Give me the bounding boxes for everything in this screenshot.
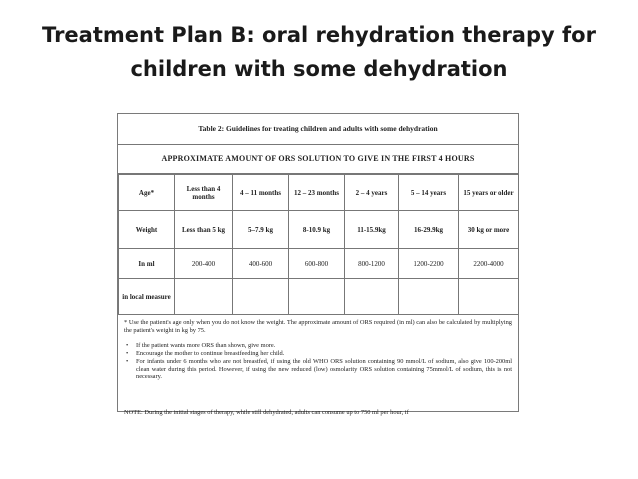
table-cell: 12 – 23 months — [289, 175, 345, 211]
table-cell: 400-600 — [233, 249, 289, 279]
slide-title-line-1: Treatment Plan B: oral rehydration therapy for — [42, 23, 596, 47]
table-notes — [118, 314, 518, 416]
table-row-ml — [119, 249, 519, 279]
table-cell: 800-1200 — [345, 249, 399, 279]
row-header-weight: Weight — [119, 211, 175, 249]
table-cell: 8-10.9 kg — [289, 211, 345, 249]
table-cell — [233, 279, 289, 315]
table-banner: APPROXIMATE AMOUNT OF ORS SOLUTION TO GIVE IN THE FIRST 4 HOURS — [118, 145, 518, 174]
table-cell: 30 kg or more — [459, 211, 519, 249]
table-cell — [459, 279, 519, 315]
table-cell — [175, 279, 233, 315]
table-row-weight — [119, 211, 519, 249]
table-row-age — [119, 175, 519, 211]
row-header-age: Age* — [119, 175, 175, 211]
table-cell: 2 – 4 years — [345, 175, 399, 211]
slide-title-line-2: children with some dehydration — [130, 57, 508, 81]
table-cell: 11-15.9kg — [345, 211, 399, 249]
row-header-local-measure: in local measure — [119, 279, 175, 315]
table-cell: Less than 4 months — [175, 175, 233, 211]
row-header-ml: In ml — [119, 249, 175, 279]
table-cell: 2200-4000 — [459, 249, 519, 279]
table-cell: 200-400 — [175, 249, 233, 279]
table-cell: Less than 5 kg — [175, 211, 233, 249]
table-cell — [399, 279, 459, 315]
table-cell — [345, 279, 399, 315]
table-cell: 16-29.9kg — [399, 211, 459, 249]
table-cell — [289, 279, 345, 315]
table-cell: 15 years or older — [459, 175, 519, 211]
table-image — [117, 113, 519, 416]
bullet-item: • If the patient wants more ORS than shown, give more. — [124, 342, 512, 350]
slide-title — [0, 18, 638, 86]
table-row-local-measure — [119, 279, 519, 315]
table-cell: 5 – 14 years — [399, 175, 459, 211]
table-cell: 4 – 11 months — [233, 175, 289, 211]
table-cell: 1200-2200 — [399, 249, 459, 279]
truncated-note: NOTE: During the initial stages of therapy, while still dehydrated, adults can consume up to 750 ml per hour, if — [124, 409, 409, 416]
bullet-item: • For infants under 6 months who are not breastfed, if using the old WHO ORS solution containing 90 mmol/L of sodium, also give 100-200ml clean water during this period. However, if using the new reduced (low) osmolarity ORS solution containing 75mmol/L of sodium, this is not necessary. — [124, 358, 512, 381]
table-cell: 600-800 — [289, 249, 345, 279]
notes-bullet-list — [124, 342, 512, 381]
ors-guideline-table — [118, 174, 519, 315]
age-footnote: * Use the patient's age only when you do not know the weight. The approximate amount of ORS required (in ml) can also be calculated by multiplying the patient's weight in kg by 75. — [124, 319, 512, 334]
table-cell: 5–7.9 kg — [233, 211, 289, 249]
table-caption: Table 2: Guidelines for treating children and adults with some dehydration — [118, 114, 518, 145]
bullet-item: • Encourage the mother to continue breastfeeding her child. — [124, 350, 512, 358]
